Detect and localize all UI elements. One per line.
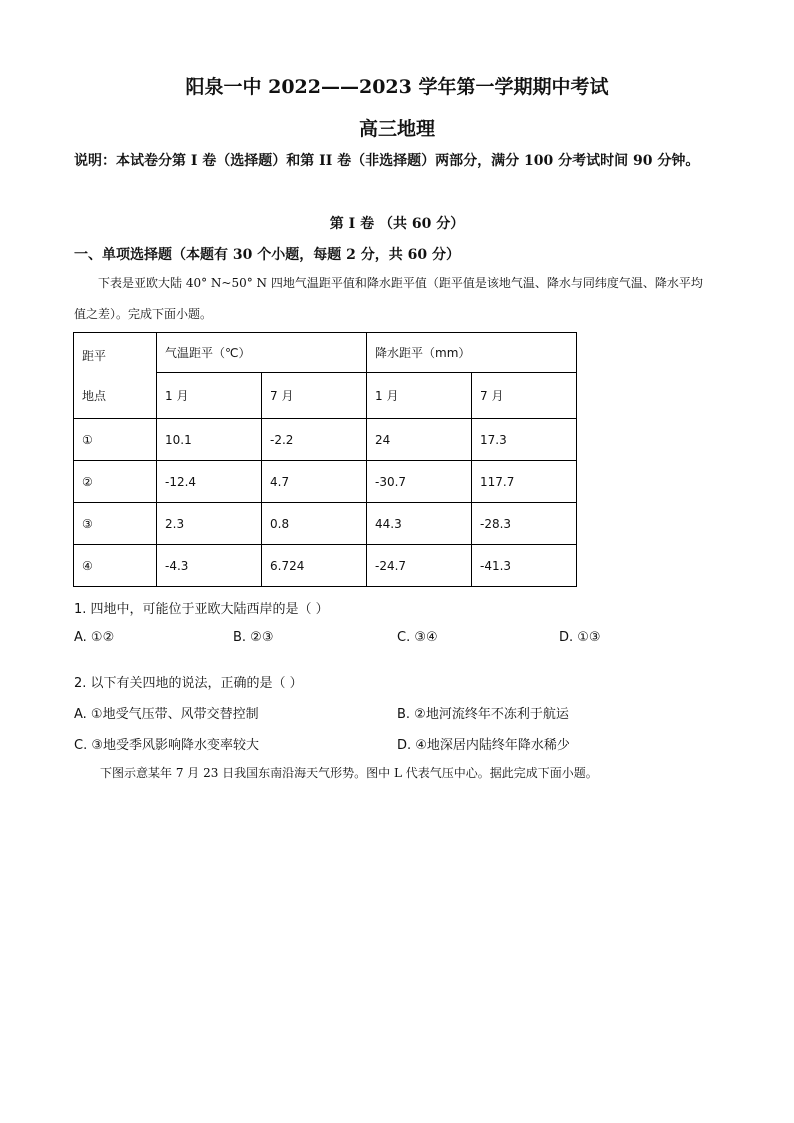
temp-jul-cell: 4.7 [262, 461, 367, 503]
corner-bottom-label: 地点 [82, 389, 107, 403]
table-corner-cell [74, 333, 157, 419]
precip-jul-cell: -41.3 [472, 545, 577, 587]
table-row [74, 461, 577, 503]
table-row [74, 545, 577, 587]
part-title: 一、单项选择题（本题有 30 个小题，每题 2 分，共 60 分） [74, 247, 460, 263]
place-cell: ② [74, 461, 157, 503]
header-temperature: 气温距平（℃） [157, 333, 367, 373]
precip-jul-cell: 117.7 [472, 461, 577, 503]
place-cell: ④ [74, 545, 157, 587]
question-2-option-d: D. ④地深居内陆终年降水稀少 [397, 738, 570, 753]
temp-jul-cell: 6.724 [262, 545, 367, 587]
precip-jan-cell: -30.7 [367, 461, 472, 503]
exam-instructions: 说明：本试卷分第 I 卷（选择题）和第 II 卷（非选择题）两部分，满分 100 分考试时间 90 分钟。 [74, 153, 700, 169]
anomaly-table [73, 332, 577, 587]
section-title: 第 I 卷 （共 60 分） [329, 216, 465, 232]
temp-jan-cell: 10.1 [157, 419, 262, 461]
question-1-stem: 1. 四地中，可能位于亚欧大陆西岸的是（ ） [74, 602, 329, 617]
table-row [74, 503, 577, 545]
temp-jan-cell: -12.4 [157, 461, 262, 503]
precip-jan-cell: 44.3 [367, 503, 472, 545]
subheader-precip-jul: 7 月 [472, 373, 577, 419]
corner-top-label: 距平 [82, 349, 107, 363]
map-intro: 下图示意某年 7 月 23 日我国东南沿海天气形势。图中 L 代表气压中心。据此完成下面小题。 [100, 766, 598, 780]
question-2-option-c: C. ③地受季风影响降水变率较大 [74, 738, 259, 753]
temp-jan-cell: -4.3 [157, 545, 262, 587]
table-intro: 下表是亚欧大陆 40° N~50° N 四地气温距平值和降水距平值（距平值是该地气温、降水与同纬度气温、降水平均值之差）。完成下面小题。 [74, 276, 703, 321]
precip-jan-cell: -24.7 [367, 545, 472, 587]
question-1-option-d: D. ①③ [559, 630, 601, 645]
question-1-option-b: B. ②③ [233, 630, 274, 645]
table-row [74, 419, 577, 461]
exam-title: 阳泉一中 2022——2023 学年第一学期期中考试 [185, 76, 609, 98]
exam-subtitle: 高三地理 [358, 118, 435, 140]
precip-jul-cell: 17.3 [472, 419, 577, 461]
question-2-option-b: B. ②地河流终年不冻利于航运 [397, 707, 569, 722]
question-2-option-a: A. ①地受气压带、风带交替控制 [74, 707, 259, 722]
precip-jul-cell: -28.3 [472, 503, 577, 545]
subheader-precip-jan: 1 月 [367, 373, 472, 419]
temp-jul-cell: 0.8 [262, 503, 367, 545]
subheader-temp-jan: 1 月 [157, 373, 262, 419]
question-1-option-a: A. ①② [74, 630, 115, 645]
place-cell: ③ [74, 503, 157, 545]
question-1-option-c: C. ③④ [397, 630, 438, 645]
header-precipitation: 降水距平（mm） [367, 333, 577, 373]
question-2-stem: 2. 以下有关四地的说法，正确的是（ ） [74, 676, 303, 691]
temp-jul-cell: -2.2 [262, 419, 367, 461]
subheader-temp-jul: 7 月 [262, 373, 367, 419]
place-cell: ① [74, 419, 157, 461]
precip-jan-cell: 24 [367, 419, 472, 461]
temp-jan-cell: 2.3 [157, 503, 262, 545]
